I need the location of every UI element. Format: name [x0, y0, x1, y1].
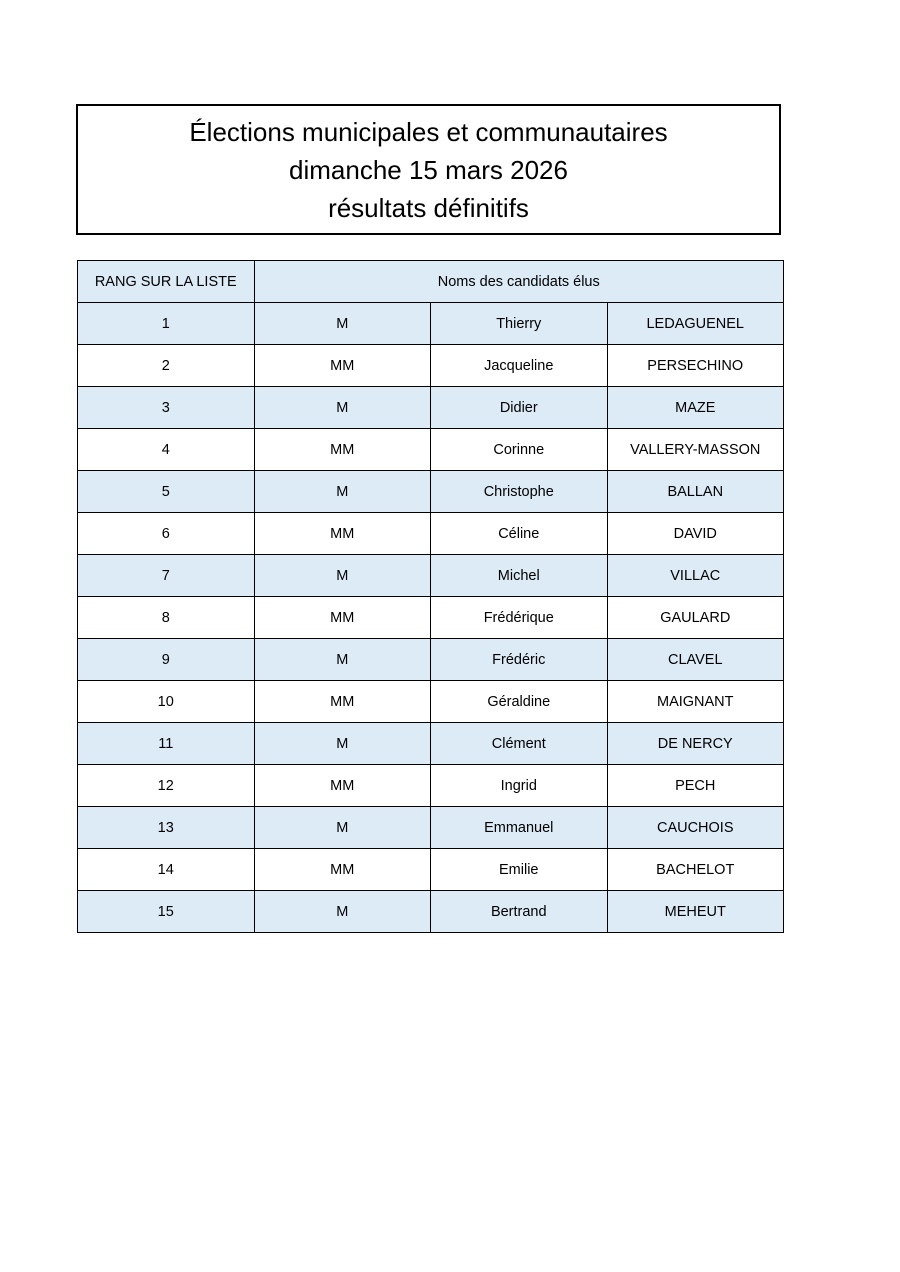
cell-first-name: Frédéric [431, 639, 608, 681]
cell-last-name: VILLAC [607, 555, 784, 597]
table-row [78, 849, 784, 891]
cell-civility: M [254, 639, 431, 681]
table-row [78, 765, 784, 807]
cell-first-name: Clément [431, 723, 608, 765]
title-line-2: dimanche 15 mars 2026 [289, 154, 568, 185]
cell-civility: MM [254, 513, 431, 555]
cell-first-name: Ingrid [431, 765, 608, 807]
table-row [78, 723, 784, 765]
cell-rank: 6 [78, 513, 255, 555]
title-line-3: résultats définitifs [328, 192, 529, 223]
cell-civility: MM [254, 681, 431, 723]
cell-last-name: MEHEUT [607, 891, 784, 933]
cell-rank: 14 [78, 849, 255, 891]
cell-civility: MM [254, 849, 431, 891]
table-row [78, 891, 784, 933]
table-row [78, 555, 784, 597]
cell-last-name: VALLERY-MASSON [607, 429, 784, 471]
cell-first-name: Bertrand [431, 891, 608, 933]
cell-first-name: Géraldine [431, 681, 608, 723]
results-table-body [78, 261, 784, 933]
cell-first-name: Emilie [431, 849, 608, 891]
cell-last-name: CAUCHOIS [607, 807, 784, 849]
table-row [78, 513, 784, 555]
results-table [77, 260, 784, 933]
cell-first-name: Emmanuel [431, 807, 608, 849]
cell-civility: M [254, 555, 431, 597]
cell-first-name: Thierry [431, 303, 608, 345]
cell-last-name: BACHELOT [607, 849, 784, 891]
cell-civility: MM [254, 765, 431, 807]
cell-rank: 9 [78, 639, 255, 681]
title-line-1: Élections municipales et communautaires [189, 116, 668, 147]
cell-rank: 11 [78, 723, 255, 765]
cell-last-name: PERSECHINO [607, 345, 784, 387]
table-row [78, 807, 784, 849]
cell-first-name: Céline [431, 513, 608, 555]
title-box [76, 104, 781, 235]
cell-civility: M [254, 723, 431, 765]
cell-last-name: MAZE [607, 387, 784, 429]
cell-first-name: Michel [431, 555, 608, 597]
cell-first-name: Corinne [431, 429, 608, 471]
cell-last-name: GAULARD [607, 597, 784, 639]
table-row [78, 429, 784, 471]
cell-last-name: DAVID [607, 513, 784, 555]
cell-last-name: CLAVEL [607, 639, 784, 681]
cell-rank: 13 [78, 807, 255, 849]
cell-civility: M [254, 471, 431, 513]
cell-civility: M [254, 303, 431, 345]
table-row [78, 639, 784, 681]
cell-rank: 3 [78, 387, 255, 429]
cell-first-name: Jacqueline [431, 345, 608, 387]
table-header-row [78, 261, 784, 303]
cell-rank: 10 [78, 681, 255, 723]
table-row [78, 345, 784, 387]
cell-rank: 12 [78, 765, 255, 807]
cell-rank: 15 [78, 891, 255, 933]
table-row [78, 471, 784, 513]
cell-rank: 8 [78, 597, 255, 639]
cell-rank: 4 [78, 429, 255, 471]
cell-first-name: Frédérique [431, 597, 608, 639]
header-rank: RANG SUR LA LISTE [78, 261, 255, 303]
cell-last-name: BALLAN [607, 471, 784, 513]
cell-last-name: DE NERCY [607, 723, 784, 765]
cell-rank: 2 [78, 345, 255, 387]
cell-last-name: MAIGNANT [607, 681, 784, 723]
cell-civility: M [254, 891, 431, 933]
header-names: Noms des candidats élus [254, 261, 784, 303]
cell-civility: MM [254, 429, 431, 471]
table-row [78, 681, 784, 723]
cell-rank: 5 [78, 471, 255, 513]
cell-civility: M [254, 807, 431, 849]
table-row [78, 303, 784, 345]
cell-rank: 7 [78, 555, 255, 597]
cell-civility: MM [254, 345, 431, 387]
cell-last-name: LEDAGUENEL [607, 303, 784, 345]
cell-civility: MM [254, 597, 431, 639]
cell-last-name: PECH [607, 765, 784, 807]
cell-first-name: Didier [431, 387, 608, 429]
cell-civility: M [254, 387, 431, 429]
table-row [78, 597, 784, 639]
table-row [78, 387, 784, 429]
cell-first-name: Christophe [431, 471, 608, 513]
cell-rank: 1 [78, 303, 255, 345]
